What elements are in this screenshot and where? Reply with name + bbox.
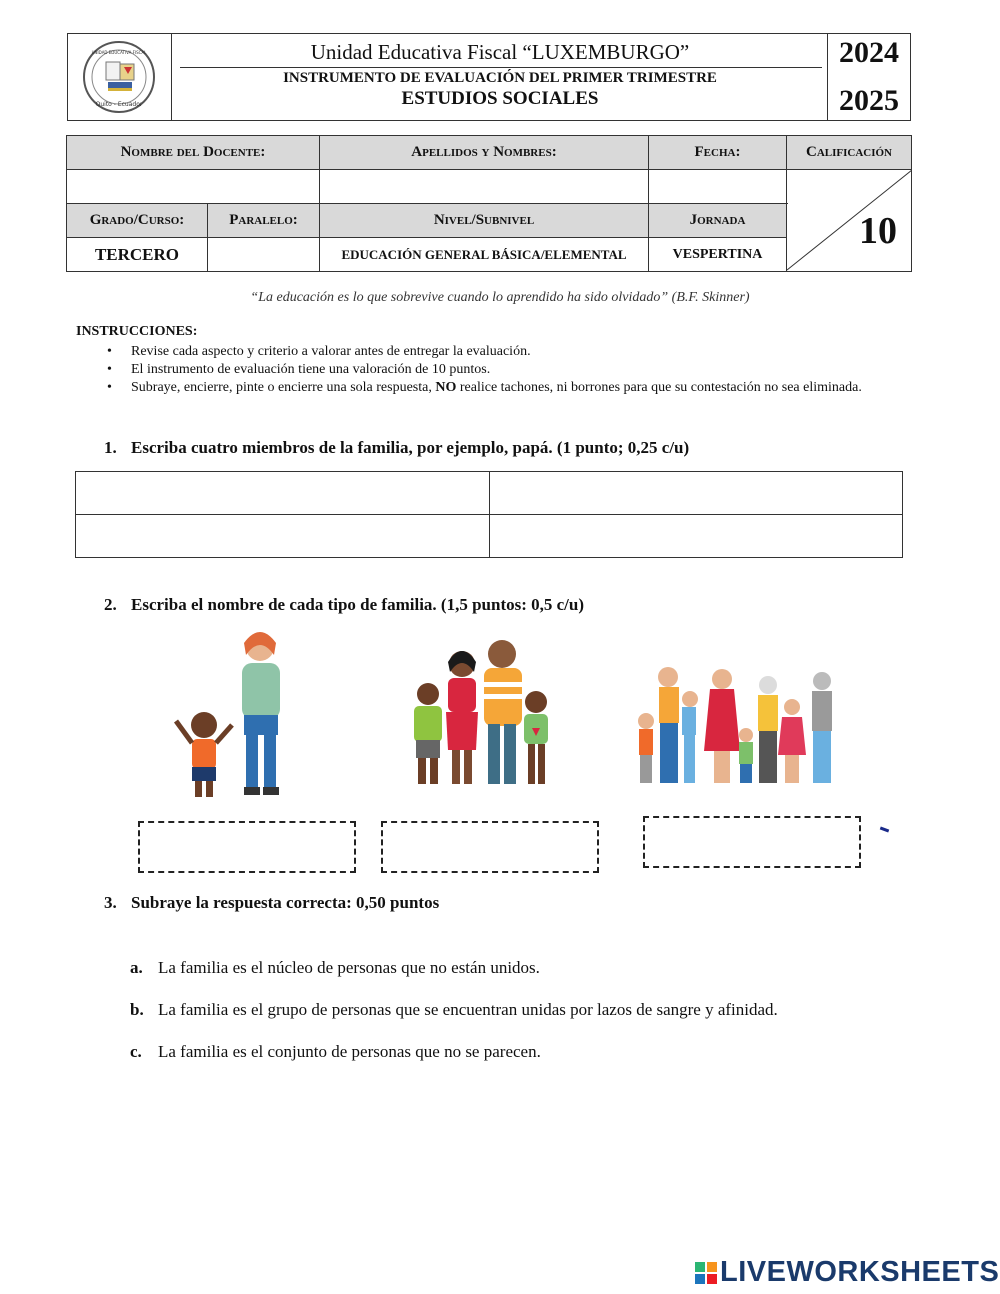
answer-cell[interactable] bbox=[489, 472, 903, 515]
question-number: 2. bbox=[104, 595, 117, 614]
logo-cell bbox=[68, 34, 172, 120]
school-seal-logo bbox=[68, 34, 171, 120]
option-text: La familia es el núcleo de personas que no están unidos. bbox=[158, 958, 540, 977]
option-text: La familia es el conjunto de personas que no se parecen. bbox=[158, 1042, 541, 1061]
question-number: 3. bbox=[104, 893, 117, 912]
teacher-name-field[interactable] bbox=[67, 170, 320, 204]
year-end: 2025 bbox=[839, 84, 899, 117]
family-type-answer-box-2[interactable] bbox=[381, 821, 599, 873]
student-names-field[interactable] bbox=[320, 170, 649, 204]
liveworksheets-icon bbox=[694, 1261, 720, 1285]
option-a[interactable] bbox=[130, 958, 540, 978]
option-c[interactable] bbox=[130, 1042, 541, 1062]
liveworksheets-logo bbox=[694, 1256, 999, 1289]
level-label: Nivel/Subnivel bbox=[320, 204, 649, 238]
level-value: EDUCACIÓN GENERAL BÁSICA/ELEMENTAL bbox=[320, 238, 649, 272]
instructions-title: INSTRUCCIONES: bbox=[76, 324, 198, 339]
grade-box[interactable] bbox=[787, 170, 912, 272]
school-name: Unidad Educativa Fiscal “LUXEMBURGO” bbox=[310, 40, 690, 64]
student-names-label: Apellidos y Nombres: bbox=[320, 136, 649, 170]
instruction-item: • El instrumento de evaluación tiene una valoración de 10 puntos. bbox=[107, 361, 897, 379]
option-letter: a. bbox=[130, 958, 143, 977]
grade-course-label: Grado/Curso: bbox=[67, 204, 208, 238]
svg-text:UNIDAD EDUCATIVA FISCAL: UNIDAD EDUCATIVA FISCAL bbox=[91, 50, 147, 55]
instruction-emphasis: NO bbox=[435, 380, 457, 395]
extended-family-members bbox=[638, 667, 832, 783]
shift-value: VESPERTINA bbox=[649, 238, 787, 272]
year-start: 2024 bbox=[839, 36, 899, 69]
brand-name: LIVEWORKSHEETS bbox=[720, 1256, 1000, 1288]
question-2 bbox=[104, 595, 584, 615]
question-3 bbox=[104, 893, 439, 913]
quote: “La educación es lo que sobrevive cuando lo aprendido ha sido olvidado” (B.F. Skinner) bbox=[250, 290, 750, 305]
shift-label: Jornada bbox=[649, 204, 787, 238]
instructions-list bbox=[107, 343, 897, 397]
school-year-cell bbox=[827, 34, 910, 120]
header-divider bbox=[180, 67, 822, 68]
question-text: Subraye la respuesta correcta: 0,50 puntos bbox=[131, 893, 440, 912]
svg-text:Quito - Ecuador: Quito - Ecuador bbox=[95, 101, 143, 108]
nuclear-family-image bbox=[400, 632, 570, 797]
single-parent-family-image bbox=[170, 625, 300, 805]
date-field[interactable] bbox=[649, 170, 787, 204]
parallel-field[interactable] bbox=[208, 238, 320, 272]
document-header bbox=[67, 33, 911, 121]
question-text: Escriba cuatro miembros de la familia, por ejemplo, papá. (1 punto; 0,25 c/u) bbox=[131, 438, 690, 457]
max-score: 10 bbox=[859, 210, 897, 252]
extended-family-image bbox=[632, 665, 842, 790]
option-text: La familia es el grupo de personas que se encuentran unidas por lazos de sangre y afinidad. bbox=[158, 1000, 778, 1019]
family-type-answer-box-1[interactable] bbox=[138, 821, 356, 873]
student-info-table bbox=[66, 135, 912, 272]
grade-course-value: TERCERO bbox=[67, 238, 208, 272]
family-type-answer-box-3[interactable] bbox=[643, 816, 861, 868]
instruction-item bbox=[107, 379, 897, 397]
instruction-rest: realice tachones, ni borrones para que su contestación no sea eliminada. bbox=[459, 380, 862, 395]
answer-cell[interactable] bbox=[489, 515, 903, 558]
option-letter: c. bbox=[130, 1042, 142, 1061]
stray-mark bbox=[880, 827, 889, 833]
instruction-prefix: Subraye, encierre, pinte o encierre una sola respuesta, bbox=[131, 380, 432, 395]
instruction-item: • Revise cada aspecto y criterio a valorar antes de entregar la evaluación. bbox=[107, 343, 897, 361]
teacher-name-label: Nombre del Docente: bbox=[67, 136, 320, 170]
question-text: Escriba el nombre de cada tipo de familia. (1,5 puntos: 0,5 c/u) bbox=[131, 595, 585, 614]
option-b[interactable] bbox=[130, 1000, 778, 1020]
parallel-label: Paralelo: bbox=[208, 204, 320, 238]
family-members-table bbox=[75, 471, 903, 558]
question-number: 1. bbox=[104, 438, 117, 457]
answer-cell[interactable] bbox=[76, 515, 490, 558]
subject-title: ESTUDIOS SOCIALES bbox=[401, 88, 599, 109]
instrument-title: INSTRUMENTO DE EVALUACIÓN DEL PRIMER TRIMESTRE bbox=[283, 70, 717, 86]
answer-cell[interactable] bbox=[76, 472, 490, 515]
date-label: Fecha: bbox=[649, 136, 787, 170]
option-letter: b. bbox=[130, 1000, 144, 1019]
question-1 bbox=[104, 438, 689, 458]
grade-label: Calificación bbox=[787, 136, 912, 170]
